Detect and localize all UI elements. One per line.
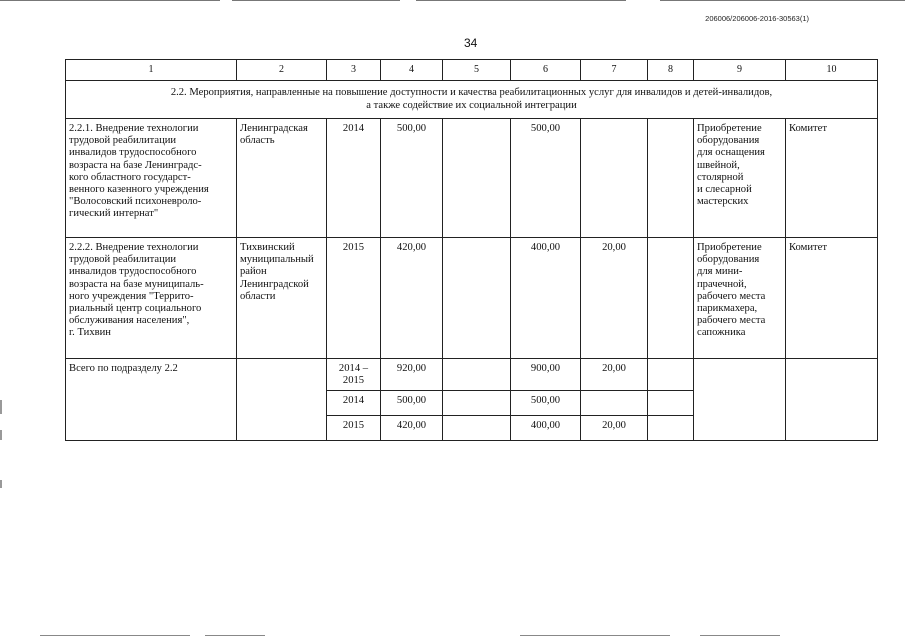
- scan-edge-mark: [0, 480, 2, 488]
- scan-top-edge-line: [416, 0, 626, 1]
- table-row: [66, 238, 878, 359]
- col7-cell: [581, 391, 648, 416]
- col5-cell: [443, 416, 511, 441]
- column-header: 4: [381, 60, 443, 81]
- col5-cell: [443, 359, 511, 391]
- territory-cell: Тихвинский муниципальный район Ленинградской области: [237, 238, 327, 359]
- scan-bottom-edge-line: [205, 635, 265, 636]
- scan-top-edge-line: [0, 0, 220, 1]
- activity-name: 2.2.1. Внедрение технологии трудовой реабилитации инвалидов трудоспособного возраста на базе Ленинградс- кого областного государст- венного казенного учреждения "Волосовский психоневроло- гический интернат": [66, 119, 237, 238]
- column-header: 3: [327, 60, 381, 81]
- col8-cell: [648, 391, 694, 416]
- territory-cell: Ленинградская область: [237, 119, 327, 238]
- activity-name: 2.2.2. Внедрение технологии трудовой реабилитации инвалидов трудоспособного возраста на базе муниципаль- ного учреждения "Террито- риальный центр социального обслуживания населения", г. Тихвин: [66, 238, 237, 359]
- col5-cell: [443, 238, 511, 359]
- column-header: 7: [581, 60, 648, 81]
- totals-executor-cell: [786, 359, 878, 441]
- year-cell: 2015: [327, 416, 381, 441]
- year-cell: 2014 – 2015: [327, 359, 381, 391]
- scan-edge-mark: [0, 400, 2, 414]
- col7-cell: 20,00: [581, 359, 648, 391]
- totals-label: Всего по подразделу 2.2: [66, 359, 237, 441]
- column-header: 6: [511, 60, 581, 81]
- document-id: 206006/206006-2016-30563(1): [705, 14, 809, 23]
- column-header: 8: [648, 60, 694, 81]
- total-cell: 920,00: [381, 359, 443, 391]
- page-number: 34: [464, 36, 478, 50]
- col8-cell: [648, 238, 694, 359]
- purpose-cell: Приобретение оборудования для оснащения швейной, столярной и слесарной мастерских: [694, 119, 786, 238]
- scan-top-edge-line: [232, 0, 400, 1]
- col5-cell: [443, 119, 511, 238]
- col8-cell: [648, 359, 694, 391]
- totals-territory-cell: [237, 359, 327, 441]
- total-cell: 500,00: [381, 119, 443, 238]
- col7-cell: 20,00: [581, 238, 648, 359]
- col5-cell: [443, 391, 511, 416]
- total-cell: 420,00: [381, 238, 443, 359]
- col6-cell: 900,00: [511, 359, 581, 391]
- purpose-cell: Приобретение оборудования для мини- прачечной, рабочего места парикмахера, рабочего места сапожника: [694, 238, 786, 359]
- col6-cell: 400,00: [511, 416, 581, 441]
- table-row: [66, 119, 878, 238]
- column-header: 9: [694, 60, 786, 81]
- year-cell: 2014: [327, 119, 381, 238]
- col8-cell: [648, 119, 694, 238]
- executor-cell: Комитет: [786, 238, 878, 359]
- totals-purpose-cell: [694, 359, 786, 441]
- col7-cell: [581, 119, 648, 238]
- scan-edge-mark: [0, 430, 2, 440]
- column-header: 5: [443, 60, 511, 81]
- section-title-row: [66, 81, 878, 119]
- total-cell: 500,00: [381, 391, 443, 416]
- col6-cell: 500,00: [511, 391, 581, 416]
- column-header: 10: [786, 60, 878, 81]
- col8-cell: [648, 416, 694, 441]
- scan-bottom-edge-line: [700, 635, 780, 636]
- year-cell: 2014: [327, 391, 381, 416]
- column-number-row: [66, 60, 878, 81]
- totals-row: [66, 359, 878, 391]
- activities-table: [65, 59, 878, 441]
- column-header: 1: [66, 60, 237, 81]
- column-header: 2: [237, 60, 327, 81]
- executor-cell: Комитет: [786, 119, 878, 238]
- col6-cell: 400,00: [511, 238, 581, 359]
- scan-bottom-edge-line: [520, 635, 670, 636]
- col7-cell: 20,00: [581, 416, 648, 441]
- total-cell: 420,00: [381, 416, 443, 441]
- scan-top-edge-line: [660, 0, 905, 1]
- scan-bottom-edge-line: [40, 635, 190, 636]
- year-cell: 2015: [327, 238, 381, 359]
- col6-cell: 500,00: [511, 119, 581, 238]
- section-title: 2.2. Мероприятия, направленные на повышение доступности и качества реабилитационных услуг для инвалидов и детей-инвалидов, а также содействие их социальной интеграции: [66, 81, 878, 119]
